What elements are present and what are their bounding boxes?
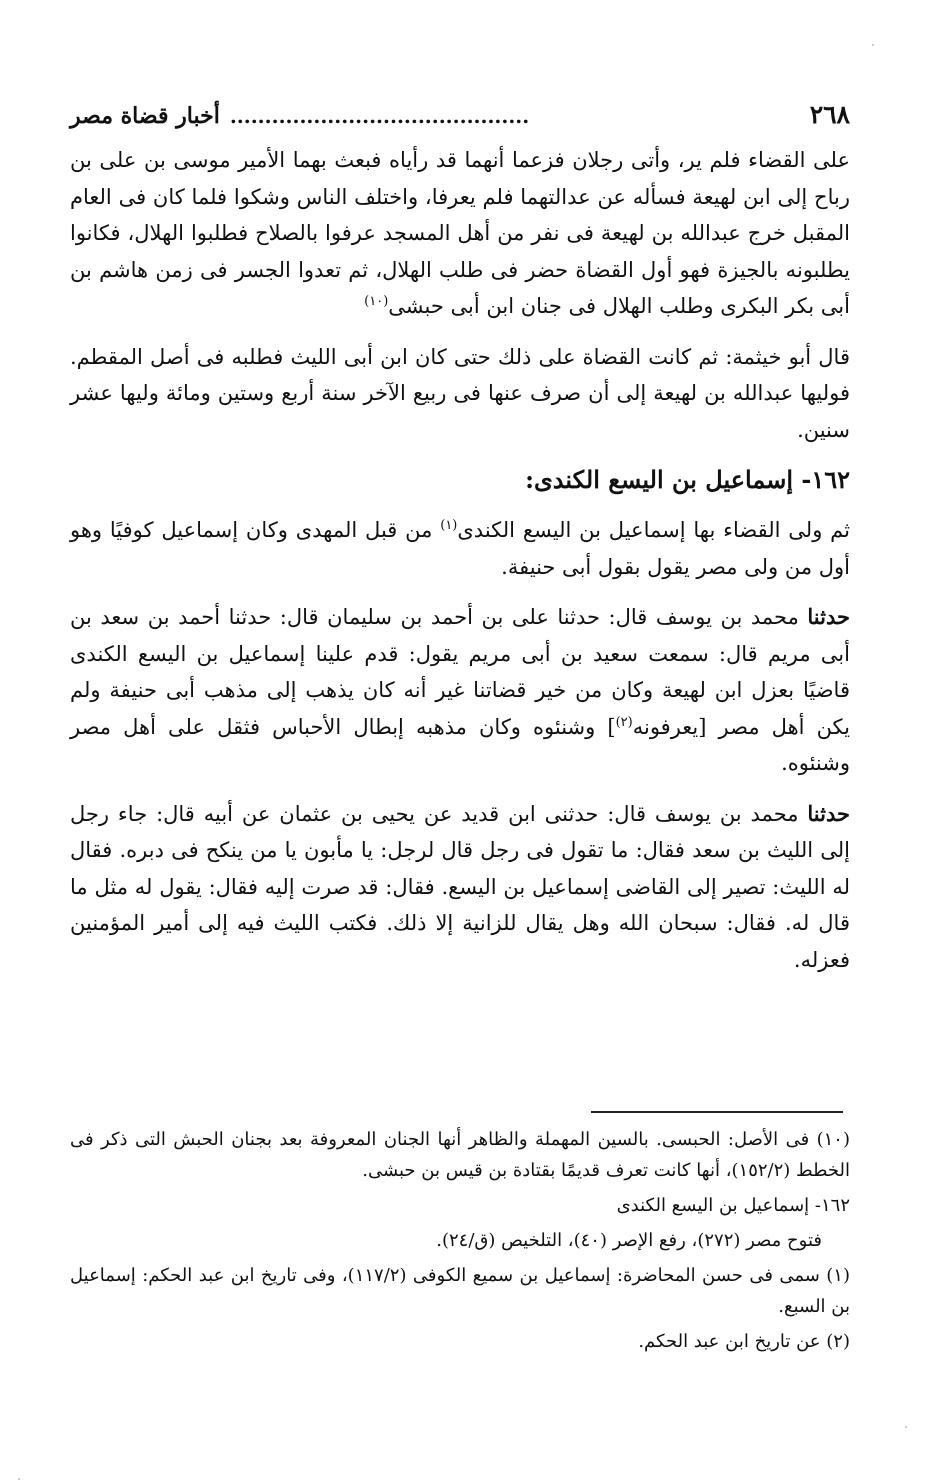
paragraph-4-text-a: محمد بن يوسف قال: حدثنا على بن أحمد بن سليمان قال: حدثنا أحمد بن سعد بن أبى مريم قال: سمعت سعيد بن أبى مريم يقول: قدم علينا إسماعيل بن اليسع الكندى قاضيًا بعزل ابن لهيعة وكان من خير قضاتنا غير أنه كان يذهب إلى مذهب أبى حنيفة ولم يكن أهل مصر [يعرفونه	[70, 605, 850, 739]
paragraph-4-text-b: ] وشنئوه وكان مذهبه إبطال الأحباس فثقل على أهل مصر وشنئوه.	[70, 714, 850, 775]
main-text	[70, 142, 850, 978]
footnote-entry-heading: ١٦٢- إسماعيل بن اليسع الكندى	[616, 1195, 850, 1216]
paragraph-1-text: على القضاء فلم ير، وأتى رجلان فزعما أنهما قد رأياه فبعث بهما الأمير موسى بن على بن رباح إلى ابن لهيعة فسأله عن عدالتهما فلم يعرفا، واختلف الناس وشكوا فلما كان فى العام المقبل خرج عبدالله بن لهيعة فى نفر من أهل المسجد عرفوا بالصلاح فطلبوا الهلال، فكانوا يطلبونه بالجيزة فهو أول القضاة حضر فى طلب الهلال، ثم تعدوا الجسر فى زمن هاشم بن أبى بكر البكرى وطلب الهلال فى جنان ابن أبى حبشى	[70, 148, 850, 318]
paragraph-4-lead: حدثنا	[807, 604, 850, 629]
footnote-2: (٢) عن تاريخ ابن عبد الحكم.	[638, 1331, 850, 1352]
footnote-10: (١٠) فى الأصل: الحبسى. بالسين المهملة والظاهر أنها الجنان المعروفة بعد بجنان الحبش التى ذكر فى الخطط (١٥٢/٢)، أنها كانت تعرف قديمًا بقتادة بن قيس بن حبشى.	[70, 1129, 850, 1181]
footnote-entry-sources: فتوح مصر (٢٧٢)، رفع الإصر (٤٠)، التلخيص (ق/٢٤).	[436, 1230, 822, 1251]
header-leader-dots: ...........................................	[229, 104, 530, 128]
paragraph-3	[70, 512, 850, 585]
page-number: ٢٦٨	[809, 100, 850, 129]
paragraph-1	[70, 142, 850, 325]
note-ref-10: (١٠)	[364, 294, 389, 309]
paragraph-3-text-b: من قبل المهدى وكان إسماعيل كوفيًا وهو أول من ولى مصر يقول بقول أبى حنيفة.	[70, 518, 850, 579]
paragraph-5-text: محمد بن يوسف قال: حدثنى ابن قديد عن يحيى بن عثمان عن أبيه قال: جاء رجل إلى الليث بن سعد فقال: ما تقول فى رجل قال لرجل: يا مأبون يا من ينكح فى دبره. فقال له الليث: تصير إلى القاضى إسماعيل بن اليسع. فقال: قد صرت إليه فقال: يقول له مثل ما قال له. فقال: سبحان الله وهل يقال للزانية إلا ذلك. فكتب الليث فيه إلى أمير المؤمنين فعزله.	[70, 801, 850, 972]
paragraph-5	[70, 796, 850, 979]
footnote-1: (١) سمى فى حسن المحاضرة: إسماعيل بن سميع الكوفى (١١٧/٢)، وفى تاريخ ابن عبد الحكم: إسماعيل بن السبع.	[70, 1265, 850, 1317]
section-heading: ١٦٢- إسماعيل بن اليسع الكندى:	[525, 465, 850, 494]
footnote-separator	[591, 1111, 843, 1113]
running-title: أخبار قضاة مصر	[70, 103, 220, 129]
paragraph-5-lead: حدثنا	[807, 800, 850, 826]
note-ref-1: (١)	[440, 518, 458, 533]
paragraph-4	[70, 599, 850, 782]
footnotes	[70, 1124, 850, 1361]
paragraph-2: قال أبو خيثمة: ثم كانت القضاة على ذلك حتى كان ابن أبى الليث فطلبه فى أصل المقطم. فوليها عبدالله بن لهيعة إلى أن صرف عنها فى ربيع الآخر سنة أربع وستين ومائة وليها عشر سنين.	[70, 344, 850, 442]
note-ref-2: (٢)	[615, 714, 633, 730]
page-header	[70, 100, 850, 136]
scan-speck	[872, 44, 874, 46]
scan-speck	[18, 1478, 20, 1480]
scan-speck	[905, 1426, 907, 1428]
paragraph-3-text-a: ثم ولى القضاء بها إسماعيل بن اليسع الكندى	[457, 518, 850, 542]
